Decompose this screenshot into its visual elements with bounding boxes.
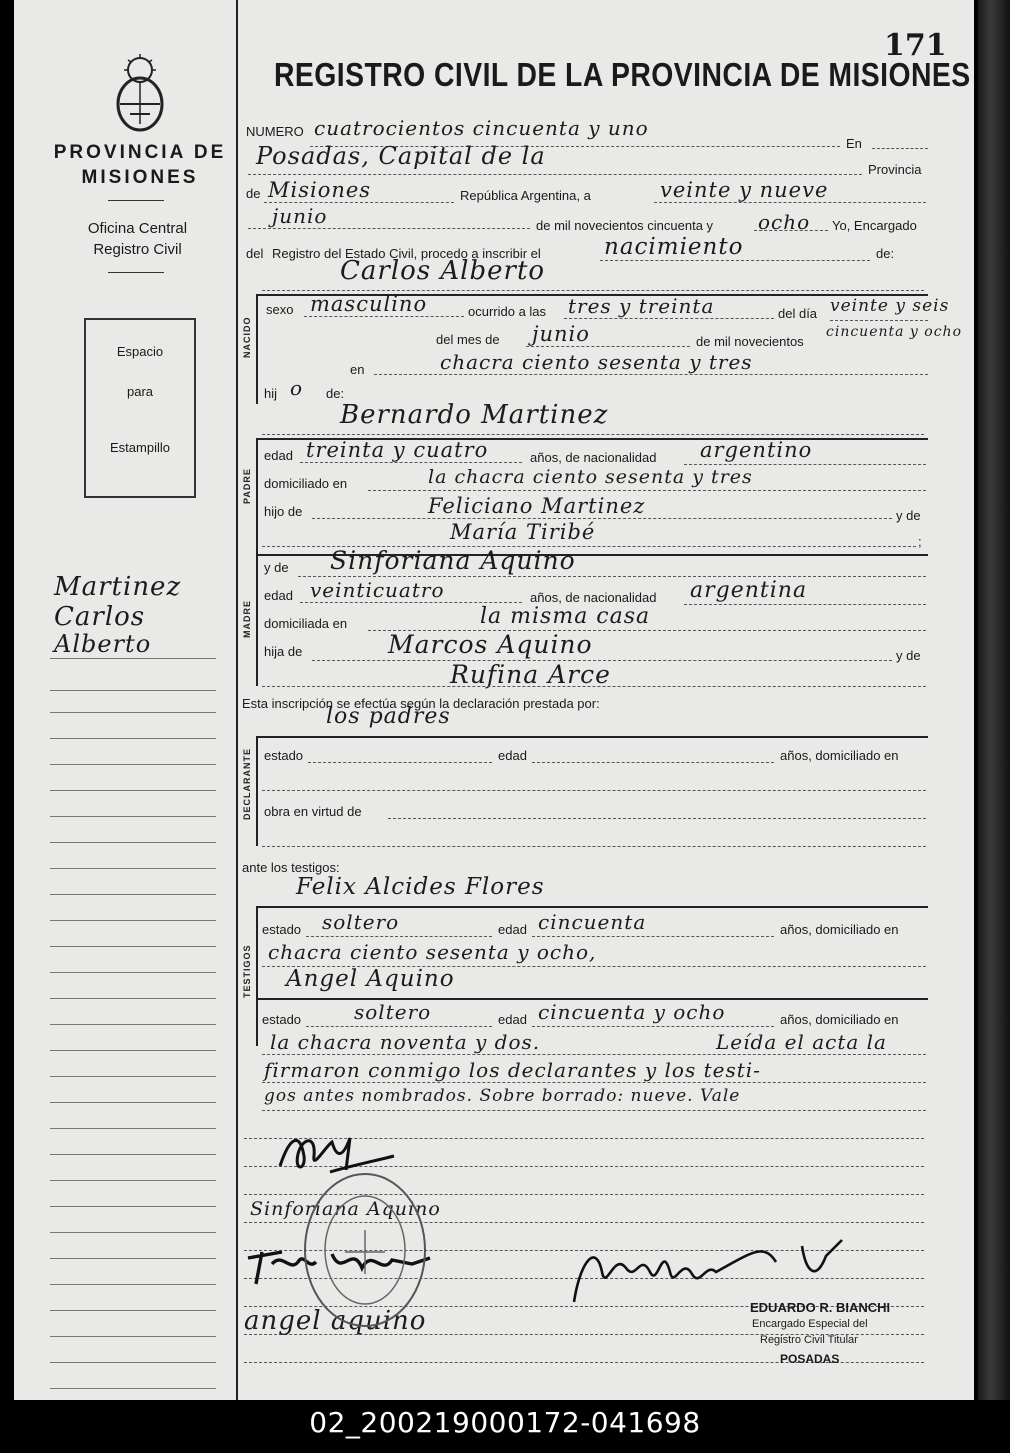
testigo1-dom-value: chacra ciento sesenta y ocho, [268, 940, 597, 964]
padre-edad-value: treinta y cuatro [306, 438, 489, 462]
field-line [532, 1026, 774, 1027]
signature-witness2: angel aquino [244, 1306, 427, 1336]
testigos-intro-label: ante los testigos: [242, 860, 340, 875]
official-title-1: Encargado Especial del [752, 1318, 868, 1330]
coat-of-arms-icon [104, 52, 176, 134]
ruled-line [50, 1180, 216, 1181]
hij-label: hij [264, 386, 278, 401]
testigo2-dom-value: la chacra noventa y dos. [270, 1030, 541, 1054]
padre-nac-label: años, de nacionalidad [530, 450, 657, 465]
province-value: Misiones [268, 178, 372, 202]
day-value: veinte y nueve [660, 178, 829, 202]
page-title: REGISTRO CIVIL DE LA PROVINCIA DE MISIONES [274, 56, 971, 93]
divider-line [108, 272, 164, 273]
en-label: En [846, 136, 862, 151]
official-seal-icon [300, 1170, 430, 1330]
testigo2-anos-label: años, domiciliado en [780, 1012, 899, 1027]
de-label: de [246, 186, 261, 201]
field-line [298, 576, 926, 577]
ruled-line [50, 790, 216, 791]
field-line [564, 318, 774, 319]
madre-section-label: MADRE [242, 600, 252, 638]
field-line [306, 936, 492, 937]
field-line [262, 1054, 926, 1055]
ruled-line [50, 998, 216, 999]
field-line [872, 148, 928, 149]
month-value: junio [272, 204, 328, 228]
field-line [388, 818, 926, 819]
testigo1-edad-label: edad [498, 922, 527, 937]
declarante-estado-label: estado [264, 748, 304, 763]
official-name: EDUARDO R. BIANCHI [750, 1300, 891, 1315]
declarante-intro-label: Esta inscripción se efectúa según la declaración prestada por: [242, 696, 600, 711]
field-line [262, 1082, 926, 1083]
ocurrido-label: ocurrido a las [468, 304, 547, 319]
margin-note-line-3: Alberto [54, 630, 152, 658]
name-value: Carlos Alberto [340, 256, 546, 286]
ruled-line [50, 894, 216, 895]
section-border [256, 554, 258, 686]
madre-hija-label: hija de [264, 644, 303, 659]
ruled-line [50, 1284, 216, 1285]
field-line [532, 936, 774, 937]
testigo2-edad-label: edad [498, 1012, 527, 1027]
field-line [262, 1110, 926, 1111]
field-line [262, 790, 926, 791]
field-line [754, 230, 828, 231]
field-line [684, 464, 926, 465]
ruled-line [50, 1362, 216, 1363]
ruled-line [50, 946, 216, 947]
field-line [374, 374, 928, 375]
field-line [262, 846, 926, 847]
official-title-2: Registro Civil Titular [760, 1334, 858, 1346]
ruled-line [50, 1258, 216, 1259]
closing-line-1: Leída el acta la [716, 1030, 887, 1054]
ruled-line [50, 1102, 216, 1103]
page-number: 171 [884, 28, 947, 63]
lugar-value: chacra ciento sesenta y tres [440, 350, 753, 374]
de-label-nacido: de: [326, 386, 345, 401]
padre-mother-value: María Tiribé [450, 520, 596, 544]
place-value: Posadas, Capital de la [256, 142, 546, 170]
en-label-nacido: en [350, 362, 365, 377]
testigo1-name: Felix Alcides Flores [296, 874, 545, 900]
act-value: nacimiento [604, 234, 744, 260]
mes-value: junio [532, 322, 590, 346]
field-line [312, 518, 892, 519]
book-spine [978, 0, 1010, 1400]
stamp-box-line-1: Espacio [116, 344, 164, 359]
ruled-line [50, 738, 216, 739]
margin-note-line-2: Carlos [54, 602, 146, 632]
numero-value: cuatrocientos cincuenta y uno [314, 116, 649, 140]
office-text: Oficina Central Registro Civil [87, 220, 188, 258]
padre-nac-value: argentino [700, 438, 813, 462]
field-line [248, 174, 862, 175]
province-label [50, 140, 230, 190]
field-line [684, 604, 926, 605]
ruled-line [50, 1154, 216, 1155]
padre-y-de: y de [896, 508, 921, 523]
madre-dom-value: la misma casa [480, 604, 651, 629]
ruled-line [50, 1232, 216, 1233]
madre-father-value: Marcos Aquino [388, 630, 593, 659]
ruled-line [50, 1310, 216, 1311]
divider-line [108, 200, 164, 201]
field-line [304, 316, 464, 317]
del-label: del [246, 246, 264, 261]
testigo1-estado-label: estado [262, 922, 302, 937]
declarante-edad-label: edad [498, 748, 527, 763]
dia-value: veinte y seis [830, 296, 950, 316]
republica-label: República Argentina, a [460, 188, 591, 203]
field-line [654, 202, 926, 203]
testigo2-estado-label: estado [262, 1012, 302, 1027]
field-line [300, 462, 522, 463]
madre-name: Sinforiana Aquino [330, 546, 576, 575]
field-line [308, 762, 492, 763]
testigo1-anos-label: años, domiciliado en [780, 922, 899, 937]
numero-label: NUMERO [246, 124, 304, 139]
testigo1-edad-value: cincuenta [538, 910, 647, 934]
field-line [300, 602, 522, 603]
declarante-section-label: DECLARANTE [242, 748, 252, 820]
stamp-box-line-2: para [126, 384, 154, 399]
madre-dom-label: domiciliada en [264, 616, 348, 631]
sexo-value: masculino [310, 292, 428, 316]
padre-hijo-label: hijo de [264, 504, 303, 519]
ruled-line [50, 764, 216, 765]
madre-edad-label: edad [264, 588, 293, 603]
madre-y-de-label: y de [264, 560, 289, 575]
padre-dom-value: la chacra ciento sesenta y tres [428, 466, 753, 488]
testigos-section-label: TESTIGOS [242, 944, 252, 998]
section-rule [256, 736, 928, 738]
section-border [256, 736, 258, 846]
declarante-anos-label: años, domiciliado en [780, 748, 899, 763]
section-rule [256, 906, 928, 908]
field-line [600, 260, 870, 261]
hora-value: tres y treinta [568, 294, 715, 318]
nacido-section-label: NACIDO [242, 316, 252, 358]
testigo2-name: Angel Aquino [286, 966, 455, 992]
provincia-label: Provincia [868, 162, 922, 177]
ruled-line [50, 658, 216, 659]
ruled-line [50, 712, 216, 713]
ruled-line [50, 1336, 216, 1337]
field-line [526, 346, 690, 347]
stamp-box-line-3: Estampillo [110, 440, 170, 455]
closing-line-3: gos antes nombrados. Sobre borrado: nueve. Vale [264, 1086, 741, 1106]
hij-value: o [290, 376, 304, 400]
signature-mother: Sinforiana Aquino [250, 1198, 441, 1220]
field-line [264, 202, 454, 203]
year-value-nacido: cincuenta y ocho [826, 324, 962, 340]
ruled-line [50, 816, 216, 817]
padre-name: Bernardo Martinez [340, 400, 609, 430]
year-value: ocho [758, 210, 811, 234]
ruled-line [50, 1388, 216, 1389]
del-mes-label: del mes de [436, 332, 500, 347]
field-line [248, 228, 530, 229]
field-line [368, 490, 926, 491]
sexo-label: sexo [266, 302, 294, 317]
madre-y-de: y de [896, 648, 921, 663]
office-label [60, 218, 215, 260]
province-text: PROVINCIA DE MISIONES [53, 142, 227, 188]
declarante-intro-value: los padres [326, 704, 451, 729]
testigo2-edad-value: cincuenta y ocho [538, 1000, 726, 1024]
field-line [306, 1026, 492, 1027]
mil-label: de mil novecientos [696, 334, 804, 349]
left-margin-column [14, 0, 238, 1400]
madre-edad-value: veinticuatro [310, 578, 445, 602]
padre-father-value: Feliciano Martinez [428, 494, 646, 518]
ruled-line [50, 920, 216, 921]
encargado-label: Yo, Encargado [832, 218, 917, 233]
field-line [830, 320, 928, 321]
padre-section-label: PADRE [242, 468, 252, 504]
field-line [532, 762, 774, 763]
field-line [262, 686, 926, 687]
de-colon-label: de: [876, 246, 895, 261]
image-code-footer: 02_200219000172-041698 [0, 1400, 1010, 1453]
field-line [262, 434, 924, 435]
margin-note-line-1: Martinez [54, 572, 182, 602]
del-dia-label: del día [778, 306, 818, 321]
section-border [256, 438, 258, 554]
ruled-line [50, 1206, 216, 1207]
ruled-line [50, 1050, 216, 1051]
testigo2-estado-value: soltero [354, 1000, 432, 1024]
ruled-line [50, 842, 216, 843]
ruled-line [50, 690, 216, 691]
stamp-box [84, 318, 196, 498]
padre-semicolon: ; [918, 534, 922, 549]
section-border [256, 906, 258, 1046]
testigo1-estado-value: soltero [322, 910, 400, 934]
ruled-line [50, 1076, 216, 1077]
ruled-line [50, 1024, 216, 1025]
madre-mother-value: Rufina Arce [450, 660, 611, 689]
closing-line-2: firmaron conmigo los declarantes y los testi- [264, 1058, 761, 1082]
ruled-line [50, 1128, 216, 1129]
declarante-obra-label: obra en virtud de [264, 804, 362, 819]
registro-label: Registro del Estado Civil, procedo a inscribir el [272, 246, 541, 261]
section-border [256, 294, 258, 404]
ruled-line [50, 972, 216, 973]
madre-nac-label: años, de nacionalidad [530, 590, 657, 605]
year-label: de mil novecientos cincuenta y [536, 218, 714, 233]
madre-nac-value: argentina [690, 578, 808, 603]
padre-edad-label: edad [264, 448, 293, 463]
official-city: POSADAS [780, 1352, 840, 1366]
ruled-line [50, 868, 216, 869]
field-line [262, 290, 924, 291]
padre-dom-label: domiciliado en [264, 476, 348, 491]
